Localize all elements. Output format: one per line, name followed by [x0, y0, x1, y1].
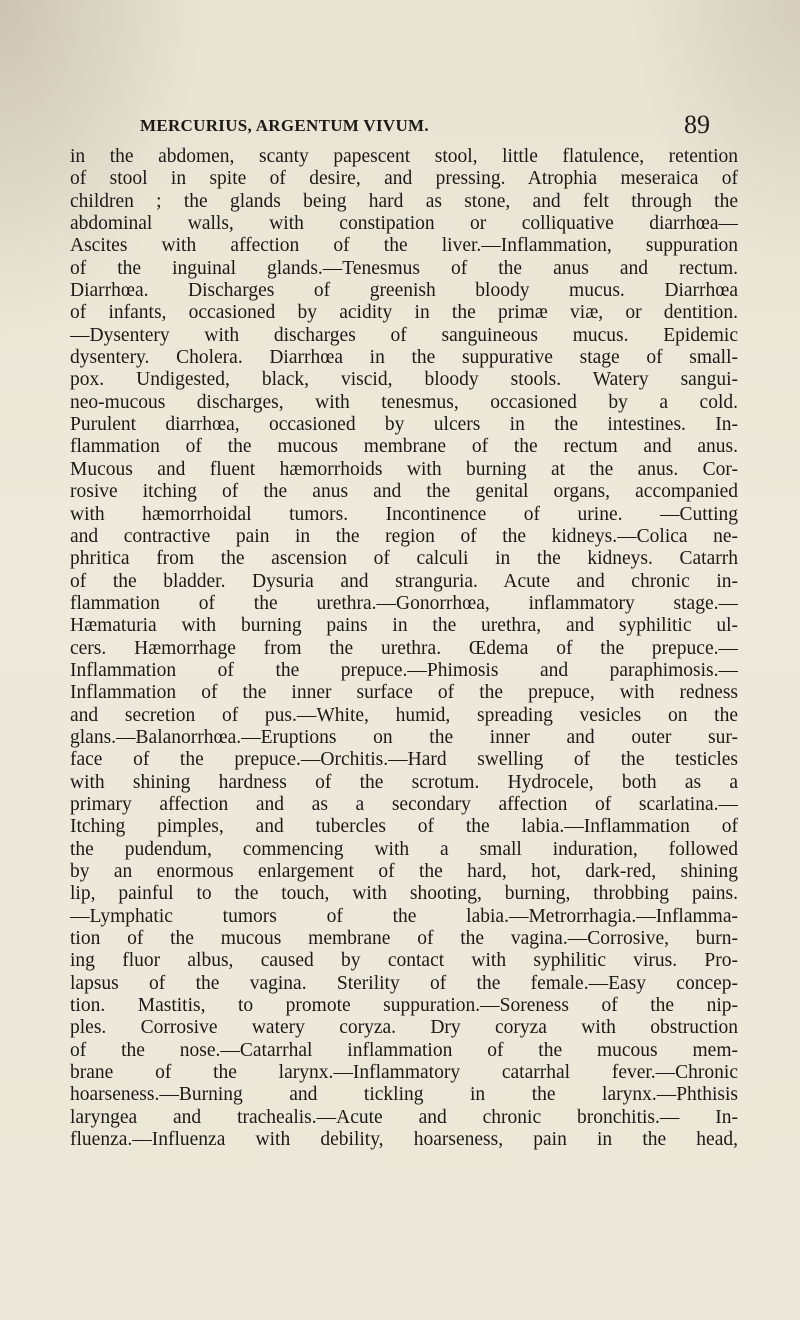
text-line: Purulent diarrhœa, occasioned by ulcers in the intestines. In-	[70, 414, 738, 436]
text-line: brane of the larynx.—Inflammatory catarrhal fever.—Chronic	[70, 1062, 738, 1084]
text-line: phritica from the ascension of calculi in the kidneys. Catarrh	[70, 548, 738, 570]
text-line: in the abdomen, scanty papescent stool, little flatulence, retention	[70, 146, 738, 167]
running-head: MERCURIUS, ARGENTUM VIVUM.	[140, 116, 429, 135]
page-header	[110, 110, 710, 140]
text-line: Hæmaturia with burning pains in the urethra, and syphilitic ul-	[70, 615, 738, 637]
text-line: Inflammation of the inner surface of the prepuce, with redness	[70, 682, 738, 704]
text-line: fluenza.—Influenza with debility, hoarseness, pain in the head,	[70, 1129, 738, 1151]
text-line: pox. Undigested, black, viscid, bloody stools. Watery sangui-	[70, 369, 738, 391]
text-line: dysentery. Cholera. Diarrhœa in the suppurative stage of small-	[70, 347, 738, 369]
text-line: of the bladder. Dysuria and stranguria. Acute and chronic in-	[70, 570, 738, 592]
text-line: of the nose.—Catarrhal inflammation of the mucous mem-	[70, 1039, 738, 1061]
text-line: Mucous and fluent hæmorrhoids with burning at the anus. Cor-	[70, 458, 738, 480]
text-line: and secretion of pus.—White, humid, spreading vesicles on the	[70, 704, 738, 726]
text-line: hoarseness.—Burning and tickling in the larynx.—Phthisis	[70, 1084, 738, 1106]
text-line: lapsus of the vagina. Sterility of the female.—Easy concep-	[70, 972, 738, 994]
text-line: cers. Hæmorrhage from the urethra. Œdema of the prepuce.—	[70, 637, 738, 659]
text-line: laryngea and trachealis.—Acute and chronic bronchitis.— In-	[70, 1106, 738, 1128]
text-line: ples. Corrosive watery coryza. Dry coryza with obstruction	[70, 1017, 738, 1039]
text-line: and contractive pain in the region of the kidneys.—Colica ne-	[70, 525, 738, 547]
text-line: by an enormous enlargement of the hard, hot, dark-red, shining	[70, 861, 738, 882]
text-line: face of the prepuce.—Orchitis.—Hard swelling of the testicles	[70, 749, 738, 771]
text-line: abdominal walls, with constipation or colliquative diarrhœa—	[70, 213, 738, 235]
text-line: ing fluor albus, caused by contact with syphilitic virus. Pro-	[70, 950, 738, 972]
text-line: primary affection and as a secondary affection of scarlatina.—	[70, 793, 738, 815]
text-line: —Dysentery with discharges of sanguineous mucus. Epidemic	[70, 324, 738, 346]
text-line: Ascites with affection of the liver.—Inflammation, suppuration	[70, 235, 738, 257]
text-line: neo-mucous discharges, with tenesmus, occasioned by a cold.	[70, 391, 738, 413]
text-line: Inflammation of the prepuce.—Phimosis and paraphimosis.—	[70, 659, 738, 681]
text-line: with shining hardness of the scrotum. Hydrocele, both as a	[70, 771, 738, 793]
text-line: the pudendum, commencing with a small induration, followed	[70, 838, 738, 860]
text-line: tion. Mastitis, to promote suppuration.—Soreness of the nip-	[70, 995, 738, 1017]
text-line: flammation of the urethra.—Gonorrhœa, inflammatory stage.—	[70, 592, 738, 614]
text-line: —Lymphatic tumors of the labia.—Metrorrhagia.—Inflamma-	[70, 905, 738, 927]
page-number: 89	[684, 110, 710, 139]
text-line: tion of the mucous membrane of the vagina.—Corrosive, burn-	[70, 928, 738, 950]
text-line: with hæmorrhoidal tumors. Incontinence of urine. —Cutting	[70, 503, 738, 525]
text-line: of the inguinal glands.—Tenesmus of the anus and rectum.	[70, 257, 738, 279]
text-line: lip, painful to the touch, with shooting, burning, throbbing pains.	[70, 883, 738, 905]
text-line: glans.—Balanorrhœa.—Eruptions on the inner and outer sur-	[70, 726, 738, 748]
text-line: of stool in spite of desire, and pressing. Atrophia meseraica of	[70, 168, 738, 190]
text-line: Itching pimples, and tubercles of the labia.—Inflammation of	[70, 816, 738, 838]
text-line: rosive itching of the anus and the genital organs, accompanied	[70, 481, 738, 503]
text-line: flammation of the mucous membrane of the rectum and anus.	[70, 436, 738, 458]
body-text	[70, 146, 738, 1151]
text-line: children ; the glands being hard as stone, and felt through the	[70, 190, 738, 212]
text-line: Diarrhœa. Discharges of greenish bloody mucus. Diarrhœa	[70, 280, 738, 302]
text-line: of infants, occasioned by acidity in the primæ viæ, or dentition.	[70, 302, 738, 324]
